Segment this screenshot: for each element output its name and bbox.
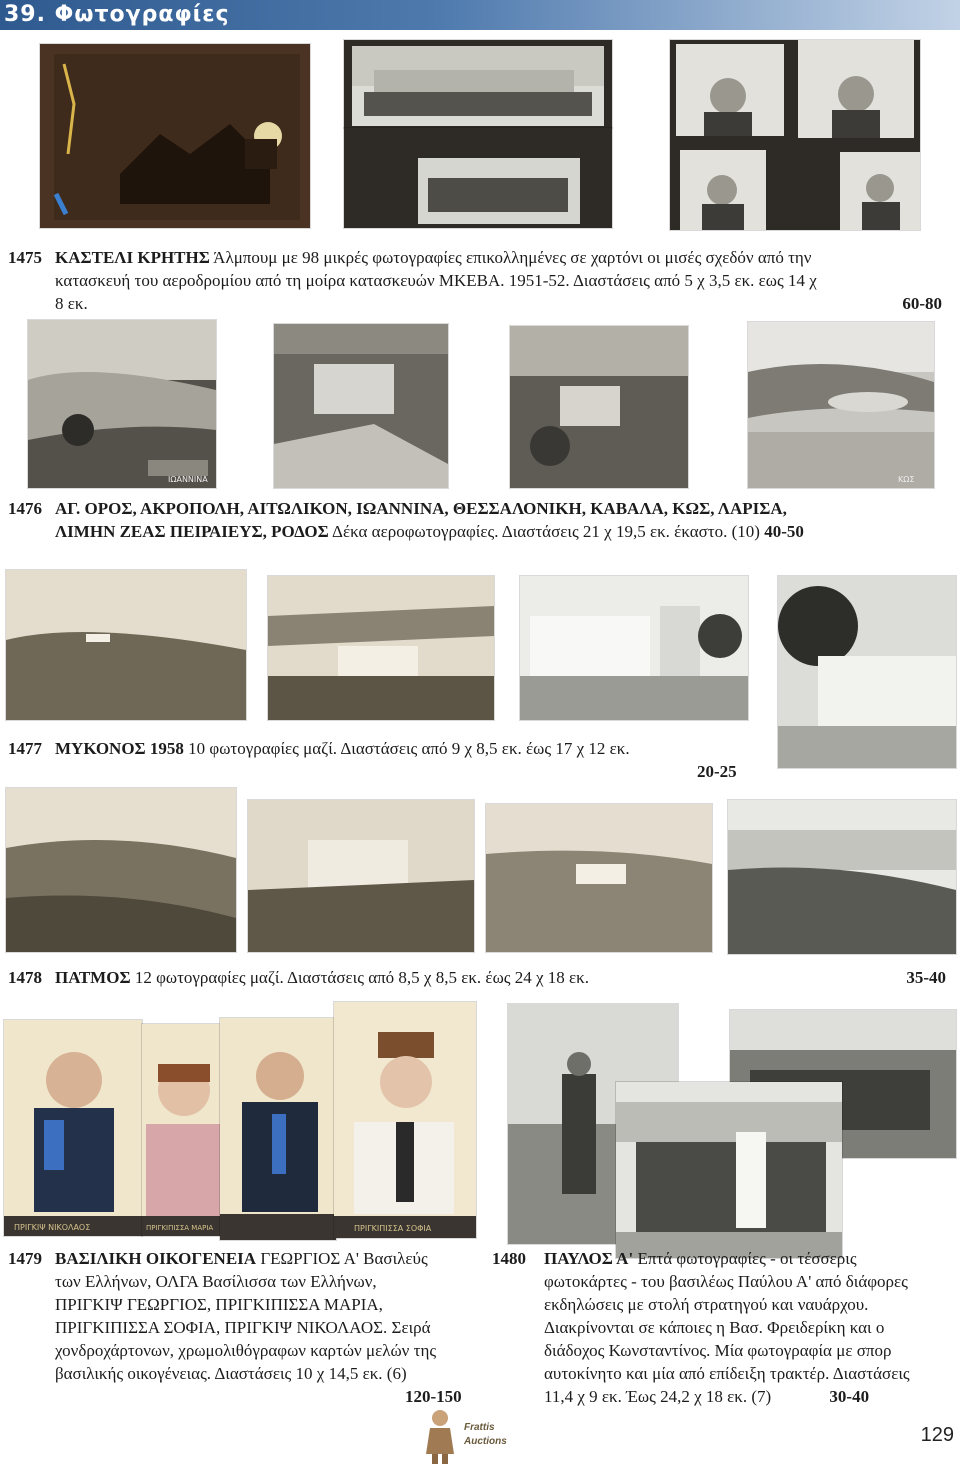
lot-text: 8 εκ. xyxy=(55,294,88,313)
aerial-caption: ΙΩΑΝΝΙΝΑ xyxy=(168,475,208,484)
aerial-photo-ioannina xyxy=(28,320,216,488)
lot-1478-description xyxy=(8,966,954,989)
aerial-photo-kos xyxy=(748,322,934,488)
lot-text: Άλμπουμ με 98 μικρές φωτογραφίες επικολλημένες σε χαρτόνι οι μισές σχεδόν από την xyxy=(213,248,812,267)
lot-1479-description xyxy=(8,1247,482,1408)
lot-text: Επτά φωτογραφίες - οι τέσσερις xyxy=(637,1249,857,1268)
royal-card-princess-sofia xyxy=(334,1002,476,1238)
lot-price: 120-150 xyxy=(405,1387,462,1406)
lot-price: 35-40 xyxy=(906,968,946,987)
lot-text: 12 φωτογραφίες μαζί. Διαστάσεις από 8,5 χ 8,5 εκ. έως 24 χ 18 εκ. xyxy=(134,968,589,987)
lot-price: 30-40 xyxy=(829,1387,870,1406)
card-caption: ΠΡΙΓΚΙΠΙΣΣΑ ΜΑΡΙΑ xyxy=(146,1224,214,1232)
lot-number: 1479 xyxy=(8,1249,42,1268)
lot-number: 1480 xyxy=(492,1249,526,1268)
mykonos-photo-3 xyxy=(520,576,748,720)
lot-text: των Ελλήνων, ΟΛΓΑ Βασίλισσα των Ελλήνων, xyxy=(55,1272,377,1291)
lot-title: ΜΥΚΟΝΟΣ 1958 xyxy=(55,739,184,758)
section-header-bar xyxy=(0,0,960,30)
logo-text-line2: Auctions xyxy=(464,1436,507,1447)
section-title: 39. Φωτογραφίες xyxy=(4,2,230,27)
aerial-photo-3 xyxy=(510,326,688,488)
lot-text: διάδοχος Κωνσταντίνος. Μία φωτογραφία με σπορ xyxy=(544,1341,892,1360)
lot-text: ΠΡΙΓΚΙΠΙΣΣΑ ΣΟΦΙΑ, ΠΡΙΓΚΙΨ ΝΙΚΟΛΑΟΣ. Σειρά xyxy=(55,1318,431,1337)
lot-1476-description xyxy=(8,497,954,543)
album-page-photo-1 xyxy=(344,40,612,128)
lot-text: Δέκα αεροφωτογραφίες. Διαστάσεις 21 χ 19,5 εκ. έκαστο. (10) xyxy=(332,522,760,541)
lot-title: ΑΓ. ΟΡΟΣ, ΑΚΡΟΠΟΛΗ, ΑΙΤΩΛΙΚΟΝ, ΙΩΑΝΝΙΝΑ, ΘΕΣΣΑΛΟΝΙΚΗ, ΚΑΒΑΛΑ, ΚΩΣ, ΛΑΡΙΣΑ, xyxy=(55,499,787,518)
lot-title: ΒΑΣΙΛΙΚΗ ΟΙΚΟΓΕΝΕΙΑ xyxy=(55,1249,257,1268)
lot-text: Διακρίνονται σε κάποιες η Βασ. Φρειδερίκη και ο xyxy=(544,1318,885,1337)
lot-number: 1476 xyxy=(8,499,42,518)
logo-figure-icon xyxy=(420,1406,460,1466)
lot-text: 11,4 χ 9 εκ. Έως 24,2 χ 18 εκ. (7) xyxy=(544,1387,772,1406)
lot-number: 1475 xyxy=(8,248,42,267)
portraits-collage-photo xyxy=(670,40,920,230)
page-number: 129 xyxy=(920,1424,954,1446)
lot-title: ΠΑΥΛΟΣ Α' xyxy=(544,1249,634,1268)
lot-text: βασιλικής οικογένειας. Διαστάσεις 10 χ 14,5 εκ. (6) xyxy=(55,1364,407,1383)
lot-text: χονδροχάρτονων, χρωμολιθόγραφων καρτών μελών της xyxy=(55,1341,437,1360)
lot-title: ΚΑΣΤΕΛΙ ΚΡΗΤΗΣ xyxy=(55,248,210,267)
patmos-photo-3 xyxy=(486,804,712,952)
lot-title: ΠΑΤΜΟΣ xyxy=(55,968,131,987)
royal-card-prince-nikolaos xyxy=(4,1020,142,1236)
lot-text: εκδηλώσεις με στολή στρατηγού και ναυάρχου. xyxy=(544,1295,869,1314)
lot-text: 10 φωτογραφίες μαζί. Διαστάσεις από 9 χ 8,5 εκ. έως 17 χ 12 εκ. xyxy=(188,739,630,758)
logo-text-line1: Frattis xyxy=(464,1422,495,1433)
lot-text: ΓΕΩΡΓΙΟΣ Α' Βασιλεύς xyxy=(260,1249,428,1268)
patmos-photo-2 xyxy=(248,800,474,952)
lot-number: 1477 xyxy=(8,739,42,758)
mykonos-photo-1 xyxy=(6,570,246,720)
lot-text: αυτοκίνητο και μία από επίδειξη τρακτέρ. Διαστάσεις xyxy=(544,1364,910,1383)
lot-price: 60-80 xyxy=(902,294,942,313)
lot-number: 1478 xyxy=(8,968,42,987)
king-paul-photo-3 xyxy=(616,1082,842,1258)
frattis-auctions-logo xyxy=(420,1404,530,1468)
lot-1480-description xyxy=(492,1247,956,1408)
lot-text: κατασκευή του αεροδρομίου από τη μοίρα κατασκευών ΜΚΕΒΑ. 1951-52. Διαστάσεις από 5 χ 3,5 εκ. εως 14 χ xyxy=(55,271,817,290)
royal-card-princess-maria xyxy=(142,1024,226,1236)
aerial-photo-2 xyxy=(274,324,448,488)
patmos-photo-4 xyxy=(728,800,956,954)
royal-card-prince-georgios xyxy=(220,1018,336,1240)
lot-title: ΛΙΜΗΝ ΖΕΑΣ ΠΕΙΡΑΙΕΥΣ, ΡΟΔΟΣ xyxy=(55,522,329,541)
card-caption: ΠΡΙΓΚΙΠΙΣΣΑ ΣΟΦΙΑ xyxy=(354,1224,432,1233)
lot-price: 20-25 xyxy=(697,762,737,781)
lot-1477-description xyxy=(8,737,768,783)
mykonos-photo-2 xyxy=(268,576,494,720)
album-page-photo-2 xyxy=(344,128,612,228)
patmos-photo-1 xyxy=(6,788,236,952)
lot-text: ΠΡΙΓΚΙΨ ΓΕΩΡΓΙΟΣ, ΠΡΙΓΚΙΠΙΣΣΑ ΜΑΡΙΑ, xyxy=(55,1295,383,1314)
card-caption: ΠΡΙΓΚΙΨ ΝΙΚΟΛΑΟΣ xyxy=(14,1223,91,1232)
lot-1475-description xyxy=(8,246,954,315)
aerial-caption: ΚΩΣ xyxy=(898,475,915,484)
mykonos-photo-4 xyxy=(778,576,956,768)
lot-text: φωτοκάρτες - του βασιλέως Παύλου Α' από διάφορες xyxy=(544,1272,908,1291)
album-cover-photo xyxy=(40,44,310,228)
lot-price: 40-50 xyxy=(764,522,804,541)
